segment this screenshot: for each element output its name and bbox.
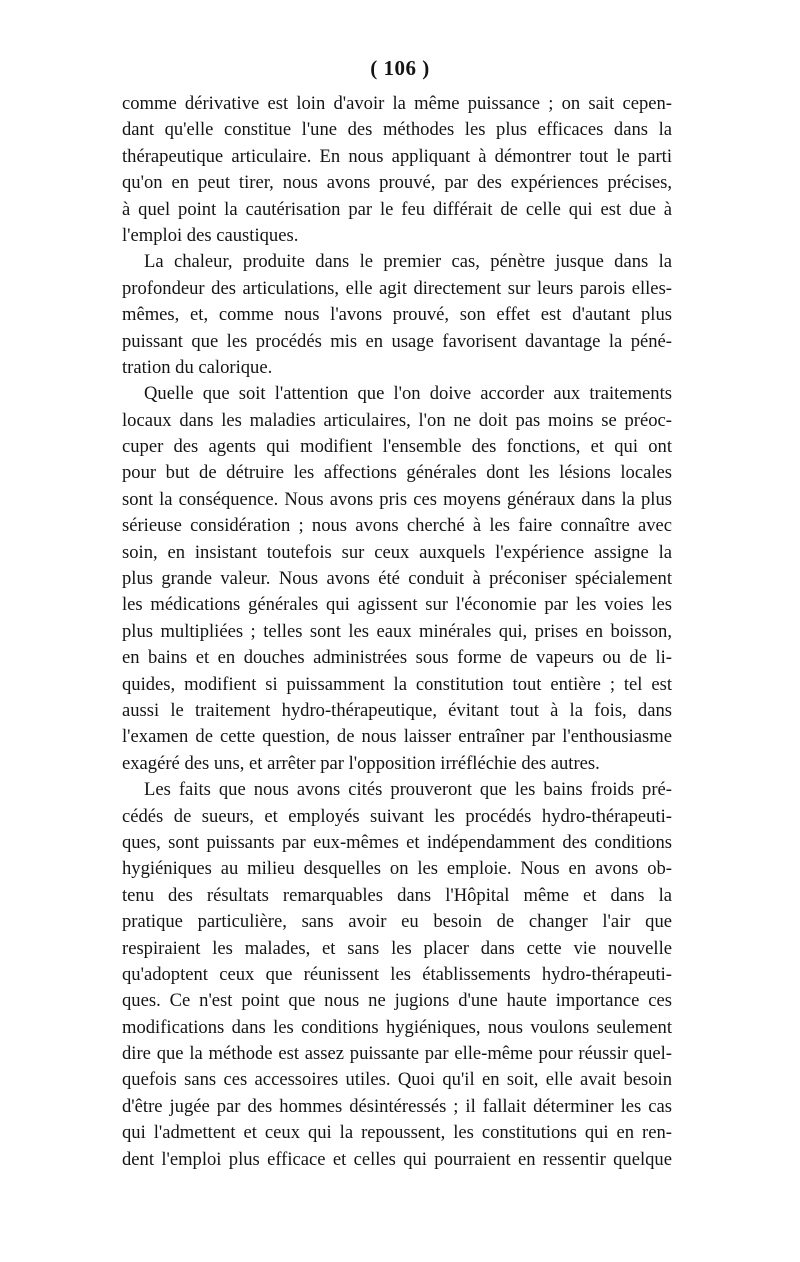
text-line: profondeur des articulations, elle agit directement sur leurs parois elles- (122, 277, 672, 299)
text-line: plus multipliées ; telles sont les eaux minérales qui, prises en boisson, (122, 620, 672, 642)
paragraph (122, 91, 672, 249)
text-line: sont la conséquence. Nous avons pris ces moyens généraux dans la plus (122, 488, 672, 510)
text-line: comme dérivative est loin d'avoir la même puissance ; on sait cepen- (122, 93, 672, 114)
text-line: dire que la méthode est assez puissante par elle-même pour réussir quel- (122, 1043, 672, 1065)
text-line: hygiéniques au milieu desquelles on les emploie. Nous en avons ob- (122, 858, 672, 880)
text-line: tenu des résultats remarquables dans l'Hôpital même et dans la (122, 884, 672, 906)
text-line: les médications générales qui agissent sur l'économie par les voies les (122, 594, 672, 616)
text-line: pratique particulière, sans avoir eu besoin de changer l'air que (122, 911, 672, 933)
text-line: qu'on en peut tirer, nous avons prouvé, par des expériences précises, (122, 172, 672, 194)
text-line: pour but de détruire les affections générales dont les lésions locales (122, 462, 672, 484)
text-line: locaux dans les maladies articulaires, l'on ne doit pas moins se préoc- (122, 409, 672, 431)
text-line: puissant que les procédés mis en usage favorisent davantage la péné- (122, 330, 672, 352)
paragraph (122, 249, 672, 381)
body-text (122, 91, 672, 1173)
text-line: exagéré des uns, et arrêter par l'opposition irréfléchie des autres. (122, 752, 600, 774)
text-line: à quel point la cautérisation par le feu différait de celle qui est due à (122, 198, 672, 220)
text-line: aussi le traitement hydro-thérapeutique, évitant tout à la fois, dans (122, 699, 672, 721)
text-line: plus grande valeur. Nous avons été conduit à préconiser spécialement (122, 568, 672, 590)
text-line: en bains et en douches administrées sous forme de vapeurs ou de li- (122, 647, 672, 669)
paragraph (122, 381, 672, 777)
paragraph (122, 777, 672, 1173)
text-line: quides, modifient si puissamment la constitution tout entière ; tel est (122, 673, 672, 695)
text-line: sérieuse considération ; nous avons cherché à les faire connaître avec (122, 515, 672, 537)
text-line: d'être jugée par des hommes désintéressés ; il fallait déterminer les cas (122, 1095, 672, 1117)
text-line: cuper des agents qui modifient l'ensemble des fonctions, et qui ont (122, 436, 672, 458)
text-line: respiraient les malades, et sans les placer dans cette vie nouvelle (122, 937, 672, 959)
text-line: qu'adoptent ceux que réunissent les établissements hydro-thérapeuti- (122, 963, 672, 985)
page-number: ( 106 ) (370, 56, 430, 80)
text-line: Quelle que soit l'attention que l'on doive accorder aux traitements (144, 383, 672, 405)
text-line: ques, sont puissants par eux-mêmes et indépendamment des conditions (122, 831, 672, 853)
text-line: cédés de sueurs, et employés suivant les procédés hydro-thérapeuti- (122, 805, 672, 827)
text-line: dent l'emploi plus efficace et celles qui pourraient en ressentir quelque (122, 1148, 672, 1170)
text-line: ques. Ce n'est point que nous ne jugions d'une haute importance ces (122, 990, 672, 1012)
text-line: Les faits que nous avons cités prouveront que les bains froids pré- (144, 779, 672, 801)
text-line: mêmes, et, comme nous l'avons prouvé, son effet est d'autant plus (122, 304, 672, 326)
text-line: tration du calorique. (122, 356, 273, 378)
text-line: modifications dans les conditions hygiéniques, nous voulons seulement (122, 1016, 672, 1038)
text-line: l'examen de cette question, de nous laisser entraîner par l'enthousiasme (122, 726, 672, 748)
text-line: La chaleur, produite dans le premier cas, pénètre jusque dans la (144, 251, 672, 273)
text-line: thérapeutique articulaire. En nous appliquant à démontrer tout le parti (122, 145, 672, 167)
text-line: qui l'admettent et ceux qui la repoussent, les constitutions qui en ren- (122, 1122, 672, 1144)
text-line: quefois sans ces accessoires utiles. Quoi qu'il en soit, elle avait besoin (122, 1069, 672, 1091)
text-line: l'emploi des caustiques. (122, 224, 299, 246)
text-line: dant qu'elle constitue l'une des méthodes les plus efficaces dans la (122, 119, 672, 141)
text-line: soin, en insistant toutefois sur ceux auxquels l'expérience assigne la (122, 541, 672, 563)
